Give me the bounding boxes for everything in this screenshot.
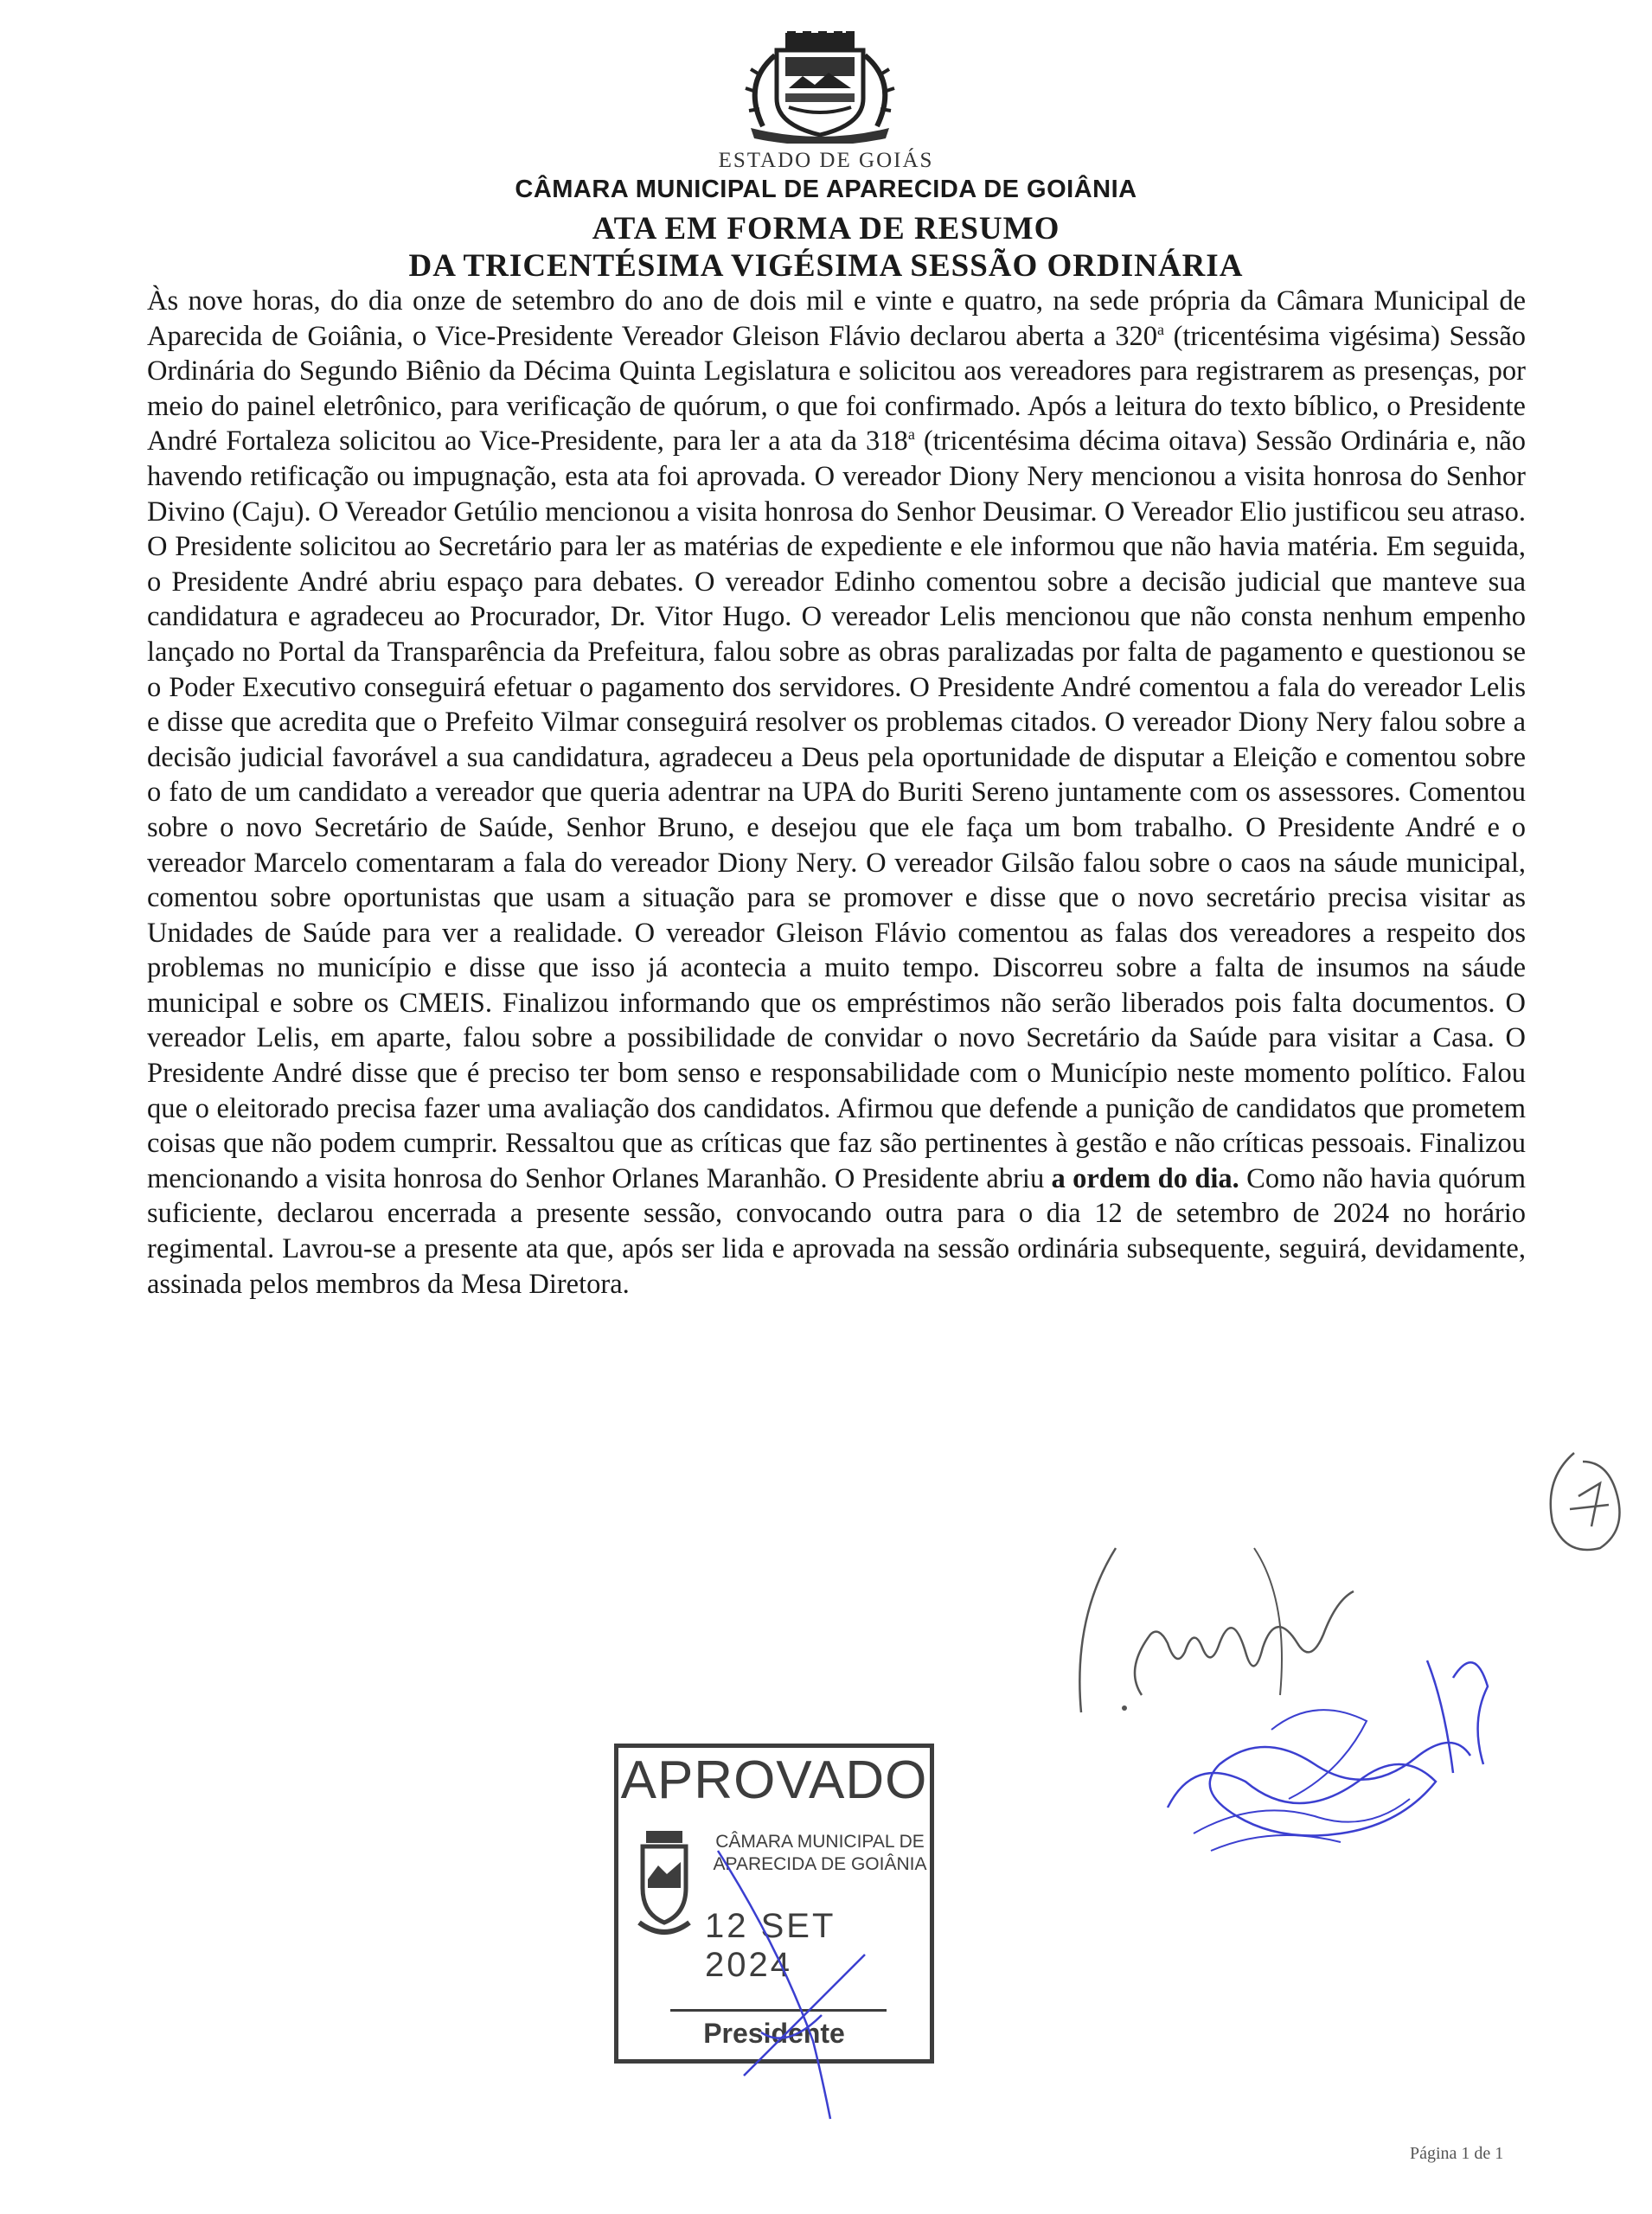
stamp-date: 12 SET 2024 (705, 1907, 836, 1984)
document-title-line-2: DA TRICENTÉSIMA VIGÉSIMA SESSÃO ORDINÁRIA (408, 248, 1244, 284)
minutes-text-part-4: Como não havia quórum suficiente, declarou encerrada a presente sessão, convocando outra para o dia 12 de setembro de 2024 no horário regimental. Lavrou-se a presente ata que, após ser lida e aprovada na sessão ordinária subsequente, seguirá, devidamente, assinada pelos membros da Mesa Diretora. (147, 1162, 1526, 1300)
order-of-day-bold: a ordem do dia. (1051, 1162, 1239, 1194)
ordinal-superscript: a (1157, 320, 1165, 338)
stamp-signature-icon (709, 1816, 882, 2128)
minutes-text-part-2: (tricentésima vigésima) Sessão Ordinária do Segundo Biênio da Décima Quinta Legislatura e solicitou aos vereadores para registrarem as presenças, por meio do painel eletrônico, para verificação de quórum, o que foi confirmado. Após a leitura do texto bíblico, o Presidente André Fortaleza solicitou ao Vice-Presidente, para ler a ata da 318 (147, 320, 1526, 458)
stamp-org-line-2: APARECIDA DE GOIÂNIA (713, 1854, 927, 1874)
signature-blue-icon (1142, 1626, 1505, 1911)
stamp-role: Presidente (703, 2018, 845, 2049)
document-title-line-1: ATA EM FORMA DE RESUMO (592, 211, 1060, 246)
minutes-body (147, 284, 1526, 1302)
chamber-name: CÂMARA MUNICIPAL DE APARECIDA DE GOIÂNIA (515, 176, 1137, 203)
coat-of-arms-icon (725, 31, 915, 144)
stamp-org-line-1: CÂMARA MUNICIPAL DE (715, 1832, 925, 1852)
page-number: Página 1 de 1 (1410, 2144, 1504, 2163)
initials-icon (1540, 1444, 1635, 1565)
minutes-text-part-3: (tricentésima décima oitava) Sessão Ordinária e, não havendo retificação ou impugnação, esta ata foi aprovada. O vereador Diony Nery mencionou a visita honrosa do Senhor Divino (Caju). O Vereador Getúlio mencionou a visita honrosa do Senhor Deusimar. O Vereador Elio justificou seu atraso. O Presidente solicitou ao Secretário para ler as matérias de expediente e ele informou que não havia matéria. Em seguida, o Presidente André abriu espaço para debates. O vereador Edinho comentou sobre a decisão judicial que manteve sua candidatura e agradeceu ao Procurador, Dr. Vitor Hugo. O vereador Lelis mencionou que não consta nenhum empenho lançado no Portal da Transparência da Prefeitura, falou sobre as obras paralizadas por falta de pagamento e questionou se o Poder Executivo conseguirá efetuar o pagamento dos servidores. O Presidente André comentou a fala do vereador Lelis e disse que acredita que o Prefeito Vilmar conseguirá resolver os problemas citados. O vereador Diony Nery falou sobre a decisão judicial favorável a sua candidatura, agradeceu a Deus pela oportunidade de disputar a Eleição e comentou sobre o fato de um candidato a vereador que queria adentrar na UPA do Buriti Sereno juntamente com os assessores. Comentou sobre o novo Secretário de Saúde, Senhor Bruno, e desejou que ele faça um bom trabalho. O Presidente André e o vereador Marcelo comentaram a fala do vereador Diony Nery. O vereador Gilsão falou sobre o caos na sáude municipal, comentou sobre oportunistas que usam a situação para se promover e disse que o novo secretário precisa visitar as Unidades de Saúde para ver a realidade. O vereador Gleison Flávio comentou as falas dos vereadores a respeito dos problemas no município e disse que isso já acontecia a muito tempo. Discorreu sobre a falta de insumos na sáude municipal e sobre os CMEIS. Finalizou informando que os empréstimos não serão liberados pois falta documentos. O vereador Lelis, em aparte, falou sobre a possibilidade de convidar o novo Secretário da Saúde para visitar a Casa. O Presidente André disse que é preciso ter bom senso e responsabilidade com o Município neste momento político. Falou que o eleitorado precisa fazer uma avaliação dos candidatos. Afirmou que defende a punição de candidatos que prometem coisas que não podem cumprir. Ressaltou que as críticas que faz são pertinentes à gestão e não críticas pessoais. Finalizou mencionando a visita honrosa do Senhor Orlanes Maranhão. O Presidente abriu (147, 426, 1526, 1194)
stamp-crest-icon (634, 1827, 695, 1948)
ordinal-superscript: a (907, 426, 915, 444)
minutes-text-part-1: Às nove horas, do dia onze de setembro do ano de dois mil e vinte e quatro, na sede própria da Câmara Municipal de Aparecida de Goiânia, o Vice-Presidente Vereador Gleison Flávio declarou aberta a 320 (147, 285, 1526, 352)
state-name: ESTADO DE GOIÁS (718, 149, 934, 172)
stamp-title: APROVADO (620, 1750, 928, 1810)
